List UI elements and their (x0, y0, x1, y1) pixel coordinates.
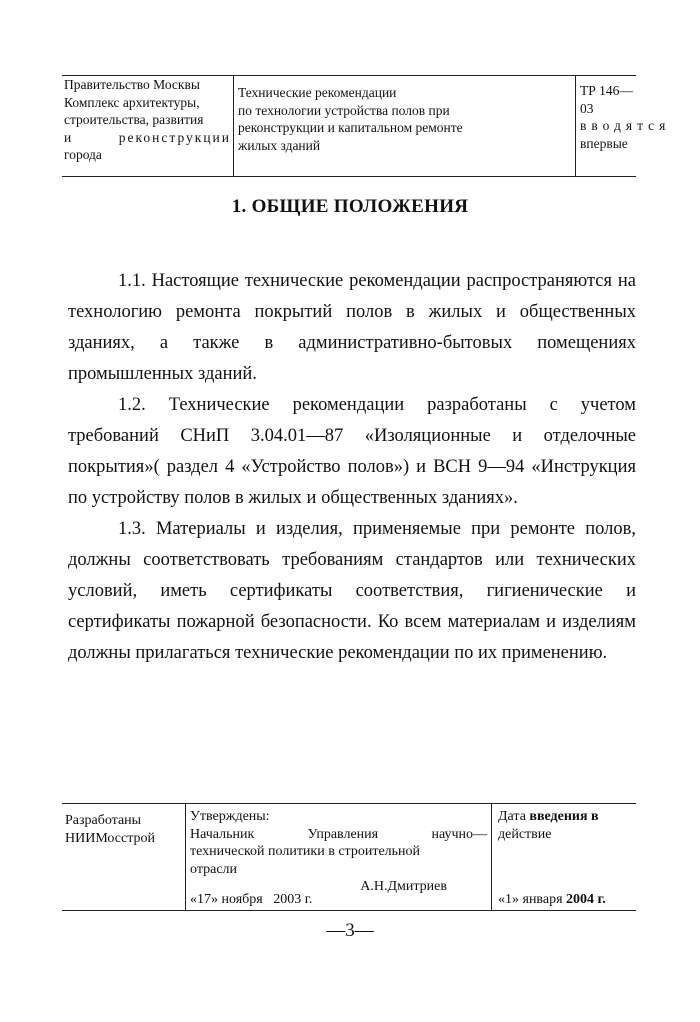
body-text (68, 266, 636, 669)
header-document-code (576, 76, 671, 176)
effective-date: «1» января 2004 г. (498, 891, 606, 907)
developed-by: НИИМосстрой (65, 831, 155, 846)
approved-date: «17» ноября 2003 г. (190, 891, 313, 907)
org-line: города (64, 147, 102, 162)
approver-position-line: технической политики в строительной (190, 844, 421, 859)
title-line: Технические рекомендации (238, 85, 397, 100)
paragraph-1-3: 1.3. Материалы и изделия, применяемые при ремонте полов, должны соответствовать требованиям стандартов или технических условий, иметь сертификаты соответствия, гигиенические и сертификаты пожарной безопасности. Ко всем материалам и изделиям должны прилагаться технические рекомендации по их применению. (68, 519, 636, 663)
header-document-title (234, 76, 576, 176)
footer-table (62, 803, 636, 911)
footer-developed (62, 804, 186, 910)
paragraph-1-1: 1.1. Настоящие технические рекомендации распространяются на технологию ремонта покрытий полов в жилых и общественных зданиях, а также в административно-бытовых помещениях промышленных зданий. (68, 271, 636, 384)
developed-label: Разработаны (65, 813, 142, 828)
footer-approved (186, 804, 492, 910)
header-organization (62, 76, 234, 176)
approver-position-line: отрасли (190, 861, 238, 877)
title-line: жилых зданий (238, 137, 321, 153)
section-heading: 1. ОБЩИЕ ПОЛОЖЕНИЯ (231, 196, 469, 217)
approver-position: Начальник Управления научно— (190, 826, 487, 842)
status-text: впервые (580, 135, 628, 151)
page-number: —3— (326, 920, 374, 941)
org-line: строительства, развития (64, 112, 204, 127)
effective-label: действие (498, 826, 552, 842)
org-line: Правительство Москвы (64, 77, 200, 92)
footer-effective-date (492, 804, 636, 910)
signatory: А.Н.Дмитриев (360, 879, 447, 894)
document-code: ТР 146—03 (580, 83, 633, 116)
org-line: Комплекс архитектуры, (64, 94, 200, 110)
paragraph-1-2: 1.2. Технические рекомендации разработаны с учетом требований СНиП 3.04.01—87 «Изоляционные и отделочные покрытия»( раздел 4 «Устройство полов») и ВСН 9—94 «Инструкция по устройству полов в жилых и общественных зданиях». (68, 395, 636, 508)
org-line: и реконструкции (64, 129, 231, 145)
title-line: реконструкции и капитальном ремонте (238, 120, 463, 135)
title-line: по технологии устройства полов при (238, 102, 450, 118)
header-table (62, 75, 671, 177)
effective-label: Дата введения в (498, 809, 599, 824)
status-text: вводятся (580, 118, 671, 133)
approved-label: Утверждены: (190, 809, 270, 824)
